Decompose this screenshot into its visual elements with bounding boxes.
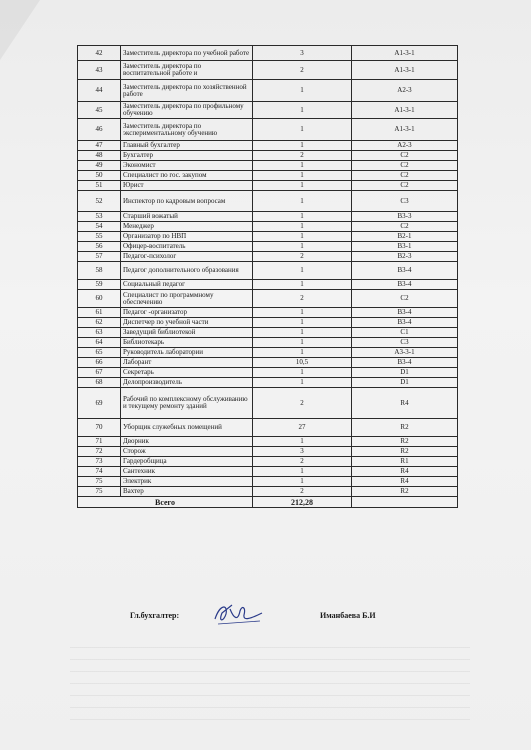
chief-accountant-label: Гл.бухгалтер:	[130, 611, 180, 620]
table-row	[78, 262, 458, 280]
staff-count: 2	[253, 487, 352, 497]
position-name: Заместитель директора по воспитательной работе и	[121, 61, 253, 80]
row-number: 61	[78, 308, 121, 318]
row-number: 52	[78, 191, 121, 212]
position-name: Заместитель директора по учебной работе	[121, 46, 253, 61]
position-name: Педагог дополнительного образования	[121, 262, 253, 280]
category-code: В3-3	[352, 212, 458, 222]
row-number: 68	[78, 378, 121, 388]
position-name: Специалист по программному обеспечению	[121, 290, 253, 308]
position-name: Бухгалтер	[121, 151, 253, 161]
category-code: А1-3-1	[352, 61, 458, 80]
table-row	[78, 338, 458, 348]
position-name: Заместитель директора по экспериментальному обучению	[121, 119, 253, 141]
staff-count: 1	[253, 328, 352, 338]
staff-count: 1	[253, 222, 352, 232]
category-code: В3-4	[352, 308, 458, 318]
handwritten-signature	[210, 599, 270, 629]
staff-count: 1	[253, 191, 352, 212]
staff-count: 1	[253, 437, 352, 447]
position-name: Юрист	[121, 181, 253, 191]
position-name: Главный бухгалтер	[121, 141, 253, 151]
staff-count: 1	[253, 308, 352, 318]
table-row	[78, 252, 458, 262]
table-row	[78, 358, 458, 368]
category-code: С2	[352, 151, 458, 161]
table-row	[78, 171, 458, 181]
staff-count: 1	[253, 212, 352, 222]
row-number: 42	[78, 46, 121, 61]
table-row	[78, 348, 458, 358]
staff-count: 2	[253, 290, 352, 308]
category-code: В3-1	[352, 242, 458, 252]
category-code: С2	[352, 181, 458, 191]
row-number: 71	[78, 437, 121, 447]
table-row	[78, 487, 458, 497]
staff-count: 2	[253, 388, 352, 419]
row-number: 70	[78, 419, 121, 437]
category-code: С1	[352, 328, 458, 338]
category-code: R2	[352, 447, 458, 457]
staff-count: 2	[253, 252, 352, 262]
position-name: Педагог -организатор	[121, 308, 253, 318]
position-name: Вахтер	[121, 487, 253, 497]
category-code: R2	[352, 487, 458, 497]
row-number: 55	[78, 232, 121, 242]
row-number: 65	[78, 348, 121, 358]
row-number: 54	[78, 222, 121, 232]
page-fold-shadow	[0, 0, 40, 60]
position-name: Лаборант	[121, 358, 253, 368]
accountant-name: Иманбаева Б.И	[320, 611, 376, 620]
row-number: 50	[78, 171, 121, 181]
row-number: 72	[78, 447, 121, 457]
table-row	[78, 457, 458, 467]
staff-count: 1	[253, 102, 352, 119]
category-code: В2-3	[352, 252, 458, 262]
table-row	[78, 308, 458, 318]
row-number: 74	[78, 467, 121, 477]
table-row	[78, 328, 458, 338]
position-name: Дворник	[121, 437, 253, 447]
position-name: Диспетчер по учебной части	[121, 318, 253, 328]
total-category-empty	[352, 497, 458, 508]
table-row	[78, 61, 458, 80]
position-name: Делопроизводитель	[121, 378, 253, 388]
table-row	[78, 467, 458, 477]
staff-count: 3	[253, 46, 352, 61]
total-count: 212,28	[253, 497, 352, 508]
position-name: Библиотекарь	[121, 338, 253, 348]
position-name: Заместитель директора по хозяйственной работе	[121, 80, 253, 102]
staff-count: 27	[253, 419, 352, 437]
staff-count: 3	[253, 447, 352, 457]
category-code: В2-1	[352, 232, 458, 242]
category-code: D1	[352, 368, 458, 378]
staff-count: 1	[253, 262, 352, 280]
category-code: R2	[352, 419, 458, 437]
staff-count: 1	[253, 232, 352, 242]
staff-count: 1	[253, 171, 352, 181]
staff-count: 1	[253, 80, 352, 102]
row-number: 73	[78, 457, 121, 467]
staff-count: 1	[253, 119, 352, 141]
staff-count: 10,5	[253, 358, 352, 368]
row-number: 48	[78, 151, 121, 161]
table-row	[78, 80, 458, 102]
position-name: Заместитель директора по профильному обучению	[121, 102, 253, 119]
row-number: 59	[78, 280, 121, 290]
table-row	[78, 151, 458, 161]
position-name: Специалист по гос. закупом	[121, 171, 253, 181]
table-row	[78, 290, 458, 308]
total-label: Всего	[78, 497, 253, 508]
position-name: Экономист	[121, 161, 253, 171]
table-row	[78, 477, 458, 487]
table-row	[78, 280, 458, 290]
staff-count: 2	[253, 457, 352, 467]
row-number: 66	[78, 358, 121, 368]
position-name: Офицер-воспитатель	[121, 242, 253, 252]
staff-count: 1	[253, 161, 352, 171]
position-name: Руководитель лаборатории	[121, 348, 253, 358]
row-number: 44	[78, 80, 121, 102]
category-code: С3	[352, 191, 458, 212]
row-number: 69	[78, 388, 121, 419]
table-row	[78, 181, 458, 191]
row-number: 62	[78, 318, 121, 328]
staff-count: 1	[253, 378, 352, 388]
row-number: 53	[78, 212, 121, 222]
row-number: 49	[78, 161, 121, 171]
table-row	[78, 212, 458, 222]
category-code: R4	[352, 467, 458, 477]
staff-count: 1	[253, 368, 352, 378]
table-row	[78, 102, 458, 119]
row-number: 45	[78, 102, 121, 119]
position-name: Секретарь	[121, 368, 253, 378]
category-code: С2	[352, 290, 458, 308]
table-row	[78, 447, 458, 457]
position-name: Заведущий библиотекой	[121, 328, 253, 338]
staff-count: 1	[253, 467, 352, 477]
category-code: R2	[352, 437, 458, 447]
row-number: 57	[78, 252, 121, 262]
row-number: 75	[78, 487, 121, 497]
table-row	[78, 368, 458, 378]
table-row	[78, 242, 458, 252]
staff-count: 1	[253, 280, 352, 290]
row-number: 60	[78, 290, 121, 308]
table-row	[78, 119, 458, 141]
position-name: Гардеробщица	[121, 457, 253, 467]
staff-count: 2	[253, 151, 352, 161]
show-through-lines	[70, 640, 470, 720]
staff-count: 1	[253, 181, 352, 191]
category-code: А1-3-1	[352, 46, 458, 61]
total-row	[78, 497, 458, 508]
staff-count: 1	[253, 338, 352, 348]
position-name: Социальный педагог	[121, 280, 253, 290]
category-code: В3-4	[352, 358, 458, 368]
category-code: С2	[352, 161, 458, 171]
staff-count: 1	[253, 318, 352, 328]
staff-count: 1	[253, 141, 352, 151]
row-number: 58	[78, 262, 121, 280]
signature-block	[130, 605, 460, 635]
category-code: С2	[352, 222, 458, 232]
staff-count: 1	[253, 348, 352, 358]
position-name: Старший вожатый	[121, 212, 253, 222]
position-name: Сторож	[121, 447, 253, 457]
position-name: Электрик	[121, 477, 253, 487]
table-row	[78, 378, 458, 388]
row-number: 64	[78, 338, 121, 348]
position-name: Организатор по НВП	[121, 232, 253, 242]
row-number: 43	[78, 61, 121, 80]
category-code: В3-4	[352, 318, 458, 328]
table-row	[78, 318, 458, 328]
staff-count: 2	[253, 61, 352, 80]
table-row	[78, 141, 458, 151]
row-number: 51	[78, 181, 121, 191]
staff-table	[77, 45, 458, 508]
position-name: Рабочий по комплексному обслуживанию и текущему ремонту зданий	[121, 388, 253, 419]
category-code: А1-3-1	[352, 119, 458, 141]
category-code: В3-4	[352, 262, 458, 280]
category-code: R4	[352, 477, 458, 487]
table-row	[78, 437, 458, 447]
row-number: 67	[78, 368, 121, 378]
category-code: А2-3	[352, 141, 458, 151]
staff-count: 1	[253, 242, 352, 252]
row-number: 63	[78, 328, 121, 338]
row-number: 75	[78, 477, 121, 487]
position-name: Менеджер	[121, 222, 253, 232]
category-code: R1	[352, 457, 458, 467]
category-code: С3	[352, 338, 458, 348]
row-number: 47	[78, 141, 121, 151]
table-row	[78, 419, 458, 437]
row-number: 46	[78, 119, 121, 141]
table-row	[78, 222, 458, 232]
position-name: Педагог-психолог	[121, 252, 253, 262]
row-number: 56	[78, 242, 121, 252]
table-row	[78, 191, 458, 212]
category-code: А2-3	[352, 80, 458, 102]
position-name: Уборщик служебных помещений	[121, 419, 253, 437]
category-code: D1	[352, 378, 458, 388]
staff-count: 1	[253, 477, 352, 487]
table-row	[78, 161, 458, 171]
category-code: С2	[352, 171, 458, 181]
table-row	[78, 46, 458, 61]
category-code: А3-3-1	[352, 348, 458, 358]
table-row	[78, 388, 458, 419]
position-name: Инспектор по кадровым вопросам	[121, 191, 253, 212]
table-row	[78, 232, 458, 242]
category-code: В3-4	[352, 280, 458, 290]
category-code: R4	[352, 388, 458, 419]
category-code: А1-3-1	[352, 102, 458, 119]
position-name: Сантехник	[121, 467, 253, 477]
